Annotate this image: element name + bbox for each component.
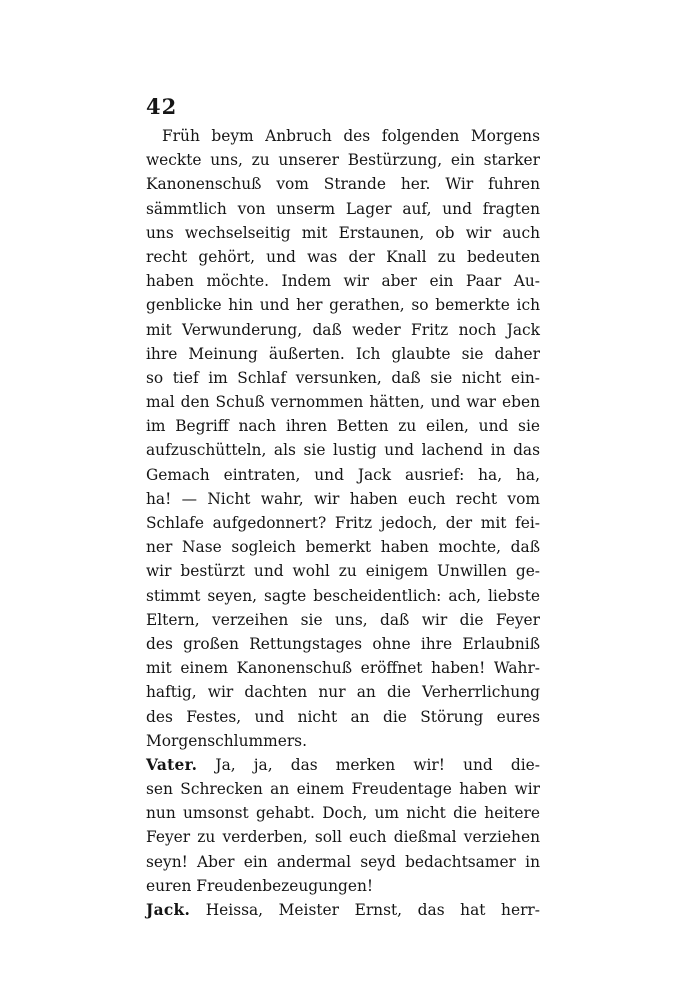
text-line: ihre Meinung äußerten. Ich glaubte sie daher: [146, 344, 540, 363]
text-line: ha! — Nicht wahr, wir haben euch recht vom: [146, 489, 540, 508]
text-line: mit einem Kanonenschuß eröffnet haben! Wahr-: [146, 659, 540, 678]
text-line: haben möchte. Indem wir aber ein Paar Au-: [146, 272, 540, 291]
text-line: des großen Rettungstages ohne ihre Erlaubniß: [146, 634, 540, 653]
text-line: stimmt seyen, sagte bescheidentlich: ach, liebste: [146, 586, 540, 605]
text-line: Morgenschlummers.: [146, 731, 307, 750]
text-line: Kanonenschuß vom Strande her. Wir fuhren: [146, 175, 540, 194]
text-line: mal den Schuß vernommen hätten, und war eben: [146, 393, 540, 412]
text-line: Schlafe aufgedonnert? Fritz jedoch, der mit fei-: [146, 514, 540, 532]
page-number: 42: [146, 94, 178, 119]
text-line: [146, 753, 540, 777]
text-line: seyn! Aber ein andermal seyd bedachtsamer in: [146, 852, 540, 871]
text-line: Eltern, verzeihen sie uns, daß wir die Feyer: [146, 610, 540, 629]
text-line: ner Nase sogleich bemerkt haben mochte, daß: [146, 538, 540, 557]
dialogue-text: Heissa, Meister Ernst, das hat herr-: [205, 901, 540, 919]
text-line: [146, 898, 540, 922]
text-line: weckte uns, zu unserer Bestürzung, ein starker: [146, 151, 540, 170]
text-line: recht gehört, und was der Knall zu bedeuten: [146, 247, 540, 266]
text-line: uns wechselseitig mit Erstaunen, ob wir auch: [146, 223, 540, 242]
text-line: des Festes, und nicht an die Störung eures: [146, 707, 540, 726]
text-line: genblicke hin und her gerathen, so bemerkte ich: [146, 296, 540, 315]
text-line: so tief im Schlaf versunken, daß sie nicht ein-: [146, 368, 540, 387]
paragraph-1: [146, 124, 540, 753]
text-line: sämmtlich von unserm Lager auf, und fragten: [146, 199, 540, 218]
paragraph-3: [146, 898, 540, 922]
text-line: euren Freudenbezeugungen!: [146, 876, 374, 895]
text-line: mit Verwunderung, daß weder Fritz noch Jack: [146, 320, 540, 339]
text-line: haftig, wir dachten nur an die Verherrlichung: [146, 683, 540, 702]
text-line: sen Schrecken an einem Freudentage haben wir: [146, 780, 540, 799]
text-line: Feyer zu verderben, soll euch dießmal verziehen: [146, 828, 540, 847]
dialogue-text: Ja, ja, das merken wir! und die-: [215, 755, 540, 774]
text-line: wir bestürzt und wohl zu einigem Unwillen ge-: [146, 562, 540, 581]
text-line: im Begriff nach ihren Betten zu eilen, und sie: [146, 417, 540, 436]
text-line: Früh beym Anbruch des folgenden Morgens: [162, 127, 540, 145]
text-line: Gemach eintraten, und Jack ausrief: ha, ha,: [146, 465, 540, 484]
body-text: [146, 124, 540, 922]
speaker-name: Jack.: [146, 901, 191, 919]
speaker-name: Vater.: [146, 755, 198, 774]
text-line: nun umsonst gehabt. Doch, um nicht die heitere: [146, 804, 540, 823]
text-line: aufzuschütteln, als sie lustig und lachend in das: [146, 441, 540, 460]
paragraph-2: [146, 753, 540, 898]
